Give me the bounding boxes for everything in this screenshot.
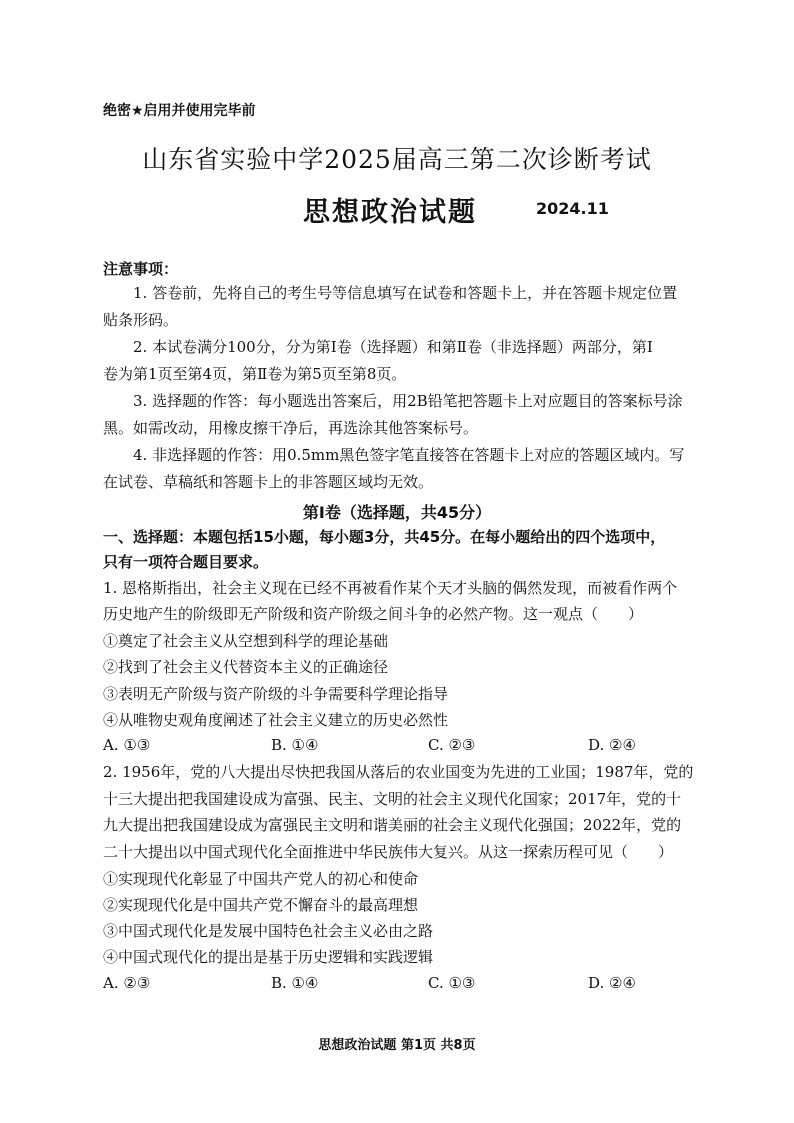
q1-option-a: A. ①③ [103, 736, 151, 754]
q1-statement-3: ③表明无产阶级与资产阶级的斗争需要科学理论指导 [103, 685, 449, 703]
note-4-line-2: 在试卷、草稿纸和答题卡上的非答题区域均无效。 [103, 473, 434, 491]
q1-statement-4: ④从唯物史观角度阐述了社会主义建立的历史必然性 [103, 711, 449, 729]
note-1-line-1: 1. 答卷前，先将自己的考生号等信息填写在试卷和答题卡上，并在答题卡规定位置 [133, 284, 678, 302]
note-3-line-1: 3. 选择题的作答：每小题选出答案后，用2B铅笔把答题卡上对应题目的答案标号涂 [133, 392, 683, 410]
subject-title: 思想政治试题 [303, 197, 477, 228]
section-title: 第Ⅰ卷（选择题，共45分） [302, 503, 492, 522]
q2-statement-4: ④中国式现代化的提出是基于历史逻辑和实践逻辑 [103, 948, 434, 966]
q2-option-b: B. ①④ [271, 974, 319, 992]
note-2-line-1: 2. 本试卷满分100分，分为第Ⅰ卷（选择题）和第Ⅱ卷（非选择题）两部分，第Ⅰ [133, 338, 653, 356]
q1-options [103, 736, 703, 756]
part-instructions-line-1: 一、选择题：本题包括15小题，每小题3分，共45分。在每小题给出的四个选项中， [103, 528, 666, 546]
q1-option-d: D. ②④ [588, 736, 636, 754]
confidential-label: 绝密★启用并使用完毕前 [103, 103, 256, 119]
q2-option-d: D. ②④ [588, 974, 636, 992]
exam-date: 2024.11 [536, 199, 609, 218]
q2-option-a: A. ②③ [103, 974, 151, 992]
q2-statement-1: ①实现现代化彰显了中国共产党人的初心和使命 [103, 870, 419, 888]
note-2-line-2: 卷为第1页至第4页，第Ⅱ卷为第5页至第8页。 [103, 365, 407, 383]
q1-stem-line-2: 历史地产生的阶级即无产阶级和资产阶级之间斗争的必然产物。这一观点（ ） [103, 605, 644, 623]
exam-title: 山东省实验中学2025届高三第二次诊断考试 [142, 145, 652, 174]
q1-statement-2: ②找到了社会主义代替资本主义的正确途径 [103, 658, 389, 676]
q2-stem-line-4: 二十大提出以中国式现代化全面推进中华民族伟大复兴。从这一探索历程可见（ ） [103, 843, 674, 861]
q2-stem-line-2: 十三大提出把我国建设成为富强、民主、文明的社会主义现代化国家；2017年，党的十 [103, 790, 682, 808]
q2-option-c: C. ①③ [428, 974, 476, 992]
note-3-line-2: 黑。如需改动，用橡皮擦干净后，再选涂其他答案标号。 [103, 419, 479, 437]
q2-statement-2: ②实现现代化是中国共产党不懈奋斗的最高理想 [103, 896, 419, 914]
note-4-line-1: 4. 非选择题的作答：用0.5mm黑色签字笔直接答在答题卡上对应的答题区域内。写 [133, 446, 685, 464]
q1-statement-1: ①奠定了社会主义从空想到科学的理论基础 [103, 632, 389, 650]
q2-options [103, 974, 703, 994]
part-instructions-line-2: 只有一项符合题目要求。 [103, 553, 269, 571]
note-1-line-2: 贴条形码。 [103, 311, 179, 329]
q1-option-b: B. ①④ [271, 736, 319, 754]
notes-heading: 注意事项： [103, 260, 179, 278]
q2-stem-line-3: 九大提出把我国建设成为富强民主文明和谐美丽的社会主义现代化强国；2022年，党的 [103, 816, 682, 834]
page-footer: 思想政治试题 第1页 共8页 [318, 1038, 476, 1053]
q2-statement-3: ③中国式现代化是发展中国特色社会主义必由之路 [103, 922, 434, 940]
q2-stem-line-1: 2. 1956年，党的八大提出尽快把我国从落后的农业国变为先进的工业国；1987年，党的 [103, 763, 694, 781]
q1-option-c: C. ②③ [428, 736, 476, 754]
q1-stem-line-1: 1. 恩格斯指出，社会主义现在已经不再被看作某个天才头脑的偶然发现，而被看作两个 [103, 579, 678, 597]
